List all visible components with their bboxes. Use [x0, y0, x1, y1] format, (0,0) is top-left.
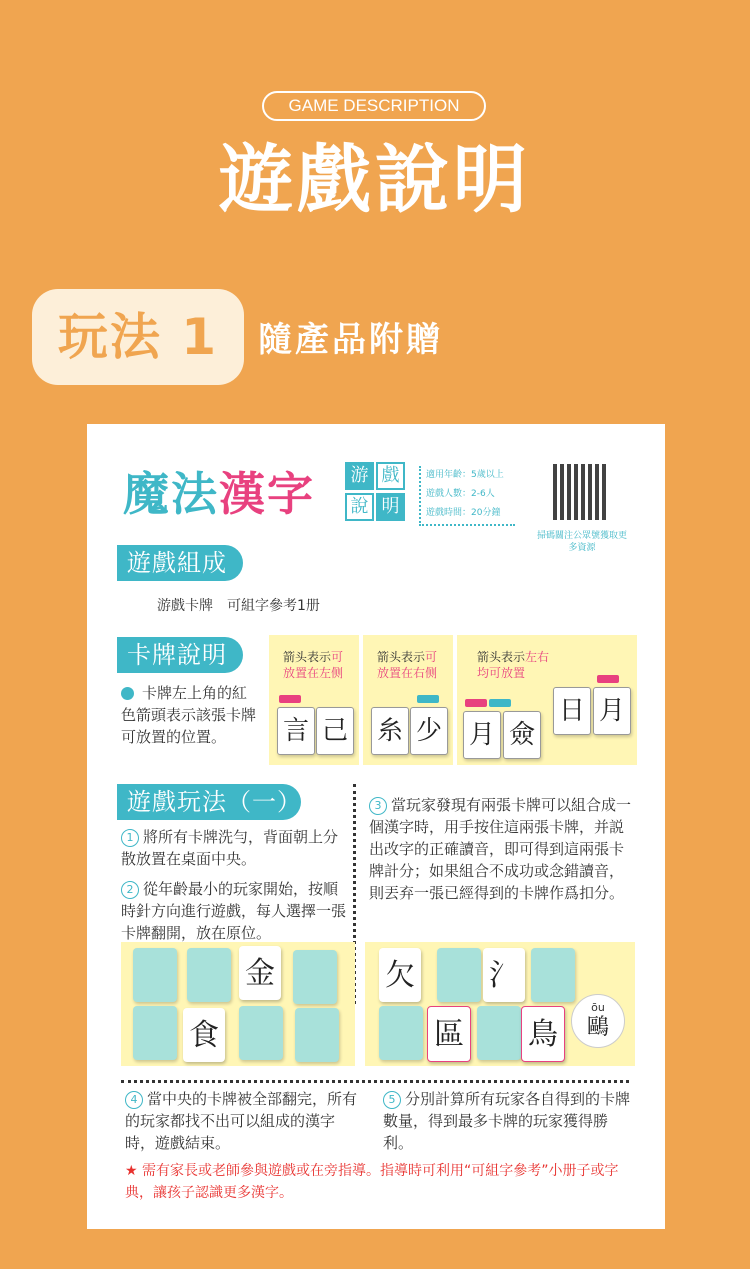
- section-title-gameplay: 遊戲玩法（一）: [117, 784, 301, 820]
- step-1: 1 將所有卡牌洗勻，背面朝上分散放置在桌面中央。: [121, 828, 339, 868]
- char-card: 氵: [483, 948, 525, 1002]
- char-card: 日: [553, 687, 591, 735]
- char-card: 鳥: [521, 1006, 565, 1062]
- char-card: 糸: [371, 707, 409, 755]
- instruction-card: [87, 424, 665, 1229]
- char-card: 己: [316, 707, 354, 755]
- divider: [419, 524, 515, 526]
- guidance-note: ★ 需有家長或老師參與遊戲或在旁指導。指導時可利用“可組字參考”小册子或字典，讓孩子認識更多漢字。: [125, 1163, 619, 1201]
- page-title: 遊戲說明: [219, 137, 531, 223]
- section-title-components: 遊戲組成: [117, 545, 243, 581]
- panel-left: 箭头表示可 放置在左侧 言 己: [269, 635, 359, 765]
- char-card: 食: [183, 1008, 225, 1062]
- char-card: 月: [463, 711, 501, 759]
- char-card: 少: [410, 707, 448, 755]
- step-4: 4 當中央的卡牌被全部翻完，所有的玩家都找不出可以組成的漢字時，遊戲結束。: [125, 1090, 358, 1152]
- char-card: 月: [593, 687, 631, 735]
- char-card: 區: [427, 1006, 471, 1062]
- components-text: 游戲卡牌 可組字參考1册: [157, 598, 320, 614]
- qr-code[interactable]: [553, 464, 609, 520]
- char-card: 金: [239, 946, 281, 1000]
- step-2: 2 從年齡最小的玩家開始，按順時針方向進行遊戲，每人選擇一張卡牌翻開，放在原位。: [121, 880, 347, 942]
- char-card: 欠: [379, 948, 421, 1002]
- char-card: 僉: [503, 711, 541, 759]
- bullet-icon: [121, 687, 134, 700]
- panel-right: 箭头表示左右 均可放置 月 僉 日 月: [457, 635, 637, 765]
- game-description-pill: GAME DESCRIPTION: [262, 91, 486, 121]
- table-left-panel: [121, 942, 355, 1066]
- qr-note: 掃碼關注公眾號獲取更多資源: [537, 531, 628, 553]
- step-3: 3 當玩家發現有兩張卡牌可以組合成一個漢字時，用手按住這兩張卡牌，并説出改字的正確讀音，即可得到這兩張卡牌計分；如果組合不成功或念錯讀音，則丟弃一張已經得到的卡牌作爲扣分。: [369, 796, 632, 902]
- divider: [121, 1080, 629, 1083]
- section-title-card-explain: 卡牌說明: [117, 637, 243, 673]
- play-mode-badge: 玩法 1: [32, 289, 244, 385]
- game-description-box: 游 戲 說 明: [345, 462, 407, 522]
- char-card: 言: [277, 707, 315, 755]
- speech-bubble: ōu 鷗: [571, 994, 625, 1048]
- product-logo: 魔法漢字: [123, 467, 315, 521]
- table-right-panel: [365, 942, 635, 1066]
- card-explain-text: 卡牌左上角的紅色箭頭表示該張卡牌可放置的位置。: [121, 684, 257, 746]
- step-5: 5 分別計算所有玩家各自得到的卡牌數量，得到最多卡牌的玩家獲得勝利。: [383, 1090, 631, 1152]
- panel-middle: 箭头表示可 放置在右侧 糸 少: [363, 635, 453, 765]
- badge-subtitle: 隨產品附贈: [258, 320, 443, 360]
- game-meta: 適用年齡：5歲以上 遊戲人數：2-6人 遊戲時間：20分鐘: [419, 466, 522, 523]
